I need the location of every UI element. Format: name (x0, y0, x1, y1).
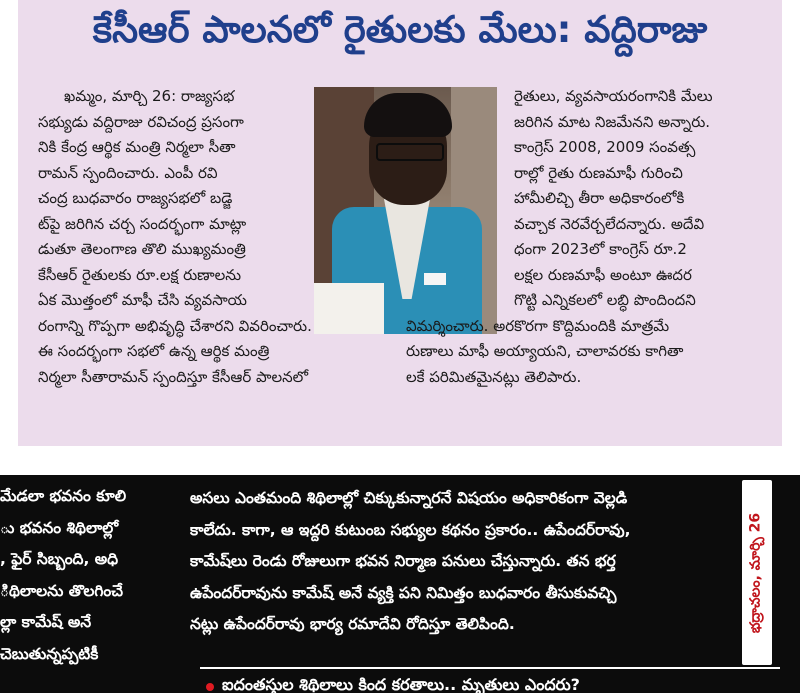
text-line: ు భవనం శిథిలాల్లో (0, 518, 119, 537)
text-line: ఖమ్మం, మార్చి 26: రాజ్యసభ (64, 87, 235, 105)
text-line: కాలేదు. కాగా, ఆ ఇద్దరి కుటుంబ సభ్యుల కథనం ప్రకారం.. ఉపేందర్‌రావు, (190, 520, 631, 539)
text-line: జరిగిన మాట నిజమేనని అన్నారు. (514, 112, 711, 131)
text-line: లకే పరిమితమైనట్లు తెలిపారు. (406, 367, 582, 386)
text-line: డుతూ తెలంగాణ తొలి ముఖ్యమంత్రి (38, 240, 246, 258)
text-line: ఈ సందర్భంగా సభలో ఉన్న ఆర్థిక మంత్రి (38, 342, 270, 360)
text-line: హామీలిచ్చి తీరా అధికారంలోకి (514, 189, 685, 207)
text-line: ిథిలాలను తొలగించే (0, 581, 124, 600)
text-line: ఉపేందర్‌రావును కామేష్ అనే వ్యక్తి పని నిమిత్తం బుధవారం తీసుకువచ్చి (190, 583, 617, 602)
text-line: ఏక మొత్తంలో మాఫీ చేసి వ్యవసాయ (38, 291, 247, 309)
text-line: రామన్ స్పందించారు. ఎంపీ రవి (38, 163, 218, 182)
bullet-icon (206, 683, 214, 691)
text-line: అసలు ఎంతమంది శిథిలాల్లో చిక్కుకున్నారనే విషయం అధికారికంగా వెల్లడి (190, 489, 628, 507)
text-line: గొట్టి ఎన్నికలలో లబ్ధి పొందిందని (514, 291, 696, 309)
text-line: లక్షల రుణమాఫీ అంటూ ఊదర (514, 265, 692, 284)
text-line: నిర్మలా సీతారామన్ స్పందిస్తూ కేసీఆర్ పాలనలో (38, 367, 309, 386)
text-line: మేడలా భవనం కూలి (0, 487, 127, 505)
text-line: సభ్యుడు వద్దిరాజు రవిచంద్ర ప్రసంగా (38, 112, 244, 131)
text-line: కామేష్‌లు రెండు రోజులుగా భవన నిర్మాణ పనులు చేస్తున్నారు. తన భర్త (190, 552, 616, 570)
article-right-column (406, 84, 772, 390)
article-right-column (190, 483, 746, 641)
dateline: భద్రాచలం, మార్చి 26 (747, 512, 764, 634)
text-line: ధంగా 2023లో కాంగ్రెస్ రూ.2 (514, 240, 687, 258)
article-fragment-left (0, 481, 176, 670)
text-line: నట్లు ఉపేందర్‌రావు భార్య రమాదేవి రోదిస్తూ తెలిపింది. (190, 615, 515, 633)
bottom-article (0, 475, 800, 693)
text-line: చంద్ర బుధవారం రాజ్యసభలో బడ్జె (38, 189, 233, 207)
text-line: విమర్శించారు. అరకొరగా కొద్దిమందికి మాత్రమే (406, 316, 670, 335)
subheadline: ఐదంతస్తుల శిథిలాలు కింద కరతాలు.. మృతులు ఎందరు? (222, 675, 580, 694)
divider (200, 667, 780, 669)
text-line: చెబుతున్నప్పటికీ (0, 644, 99, 663)
text-line: ల్లా కామేష్ అనే (0, 613, 92, 631)
text-line: వచ్చాక నెరవేర్చలేదన్నారు. అదేవి (514, 214, 705, 233)
text-line: కాంగ్రెస్ 2008, 2009 సంవత్స (514, 138, 696, 156)
text-line: నికి కేంద్ర ఆర్థిక మంత్రి నిర్మలా సీతా (38, 138, 236, 156)
text-line: కేసీఆర్ రైతులకు రూ.లక్ష రుణాలను (38, 265, 242, 284)
text-line: రుణాలు మాఫీ అయ్యాయని, చాలావరకు కాగితా (406, 342, 684, 360)
text-line: ట్‌పై జరిగిన చర్చ సందర్భంగా మాట్లా (38, 214, 247, 233)
headline: కేసీఆర్ పాలనలో రైతులకు మేలు: వద్దిరాజు (92, 8, 708, 51)
text-line: రైతులు, వ్యవసాయరంగానికి మేలు (514, 87, 713, 105)
text-line: రంగాన్ని గొప్పగా అభివృద్ధి చేశారని వివరించారు. (38, 316, 312, 335)
text-line: రాల్లో రైతు రుణమాఫీ గురించి (514, 163, 683, 182)
top-article (18, 0, 782, 446)
text-line: , ఫైర్ సిబ్బంది, అధి (0, 550, 119, 568)
photo-paper (314, 283, 384, 334)
